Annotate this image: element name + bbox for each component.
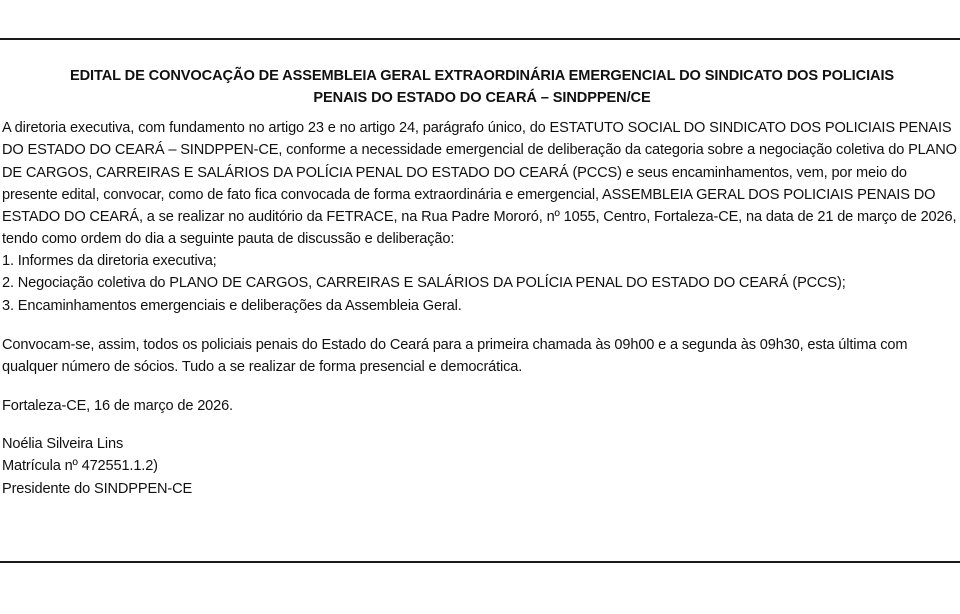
- place-and-date: Fortaleza-CE, 16 de março de 2026.: [2, 398, 233, 415]
- spacer-3: [6, 417, 958, 433]
- notice-title-line-1: EDITAL DE CONVOCAÇÃO DE ASSEMBLEIA GERAL EXTRAORDINÁRIA EMERGENCIAL DO SINDICATO DOS POLICIAIS: [69, 68, 895, 84]
- notice-title: [20, 66, 944, 109]
- agenda-item-3: 3. Encaminhamentos emergenciais e deliberações da Assembleia Geral.: [2, 297, 462, 314]
- official-notice-box: [0, 38, 960, 563]
- agenda-item-2: 2. Negociação coletiva do PLANO DE CARGOS, CARREIRAS E SALÁRIOS DA POLÍCIA PENAL DO ESTADO DO CEARÁ (PCCS);: [2, 275, 846, 292]
- spacer-1: [6, 317, 958, 334]
- signatory-name: Noélia Silveira Lins: [2, 436, 124, 453]
- signatory-registration: Matrícula nº 472551.1.2): [2, 458, 158, 475]
- paragraph-preamble: A diretoria executiva, com fundamento no artigo 23 e no artigo 24, parágrafo único, do ESTATUTO SOCIAL DO SINDICATO DOS POLICIAIS PENAIS DO ESTADO DO CEARÁ – SINDPPEN-CE, conforme a necessidade emergencial de deliberação da categoria sobre a negociação coletiva do PLANO DE CARGOS, CARREIRAS E SALÁRIOS DA POLÍCIA PENAL DO ESTADO DO CEARÁ (PCCS) e seus encaminhamentos, vem, por meio do presente edital, convocar, como de fato fica convocada de forma extraordinária e emergencial, ASSEMBLEIA GERAL DOS POLICIAIS PENAIS DO ESTADO DO CEARÁ, a se realizar no auditório da FETRACE, na Rua Padre Mororó, nº 1055, Centro, Fortaleza-CE, na data de 21 de março de 2026, tendo como ordem do dia a seguinte pauta de discussão e deliberação:: [2, 120, 957, 248]
- agenda-item-1: 1. Informes da diretoria executiva;: [2, 253, 217, 270]
- spacer-2: [6, 378, 958, 395]
- signatory-role: Presidente do SINDPPEN-CE: [2, 480, 193, 497]
- notice-title-line-2: PENAIS DO ESTADO DO CEARÁ – SINDPPEN/CE: [313, 89, 651, 106]
- notice-body: [2, 117, 958, 500]
- notice-content: [0, 40, 960, 510]
- paragraph-call-times: Convocam-se, assim, todos os policiais penais do Estado do Ceará para a primeira chamada às 09h00 e a segunda às 09h30, esta última com qualquer número de sócios. Tudo a se realizar de forma presencial e democrática.: [2, 336, 908, 375]
